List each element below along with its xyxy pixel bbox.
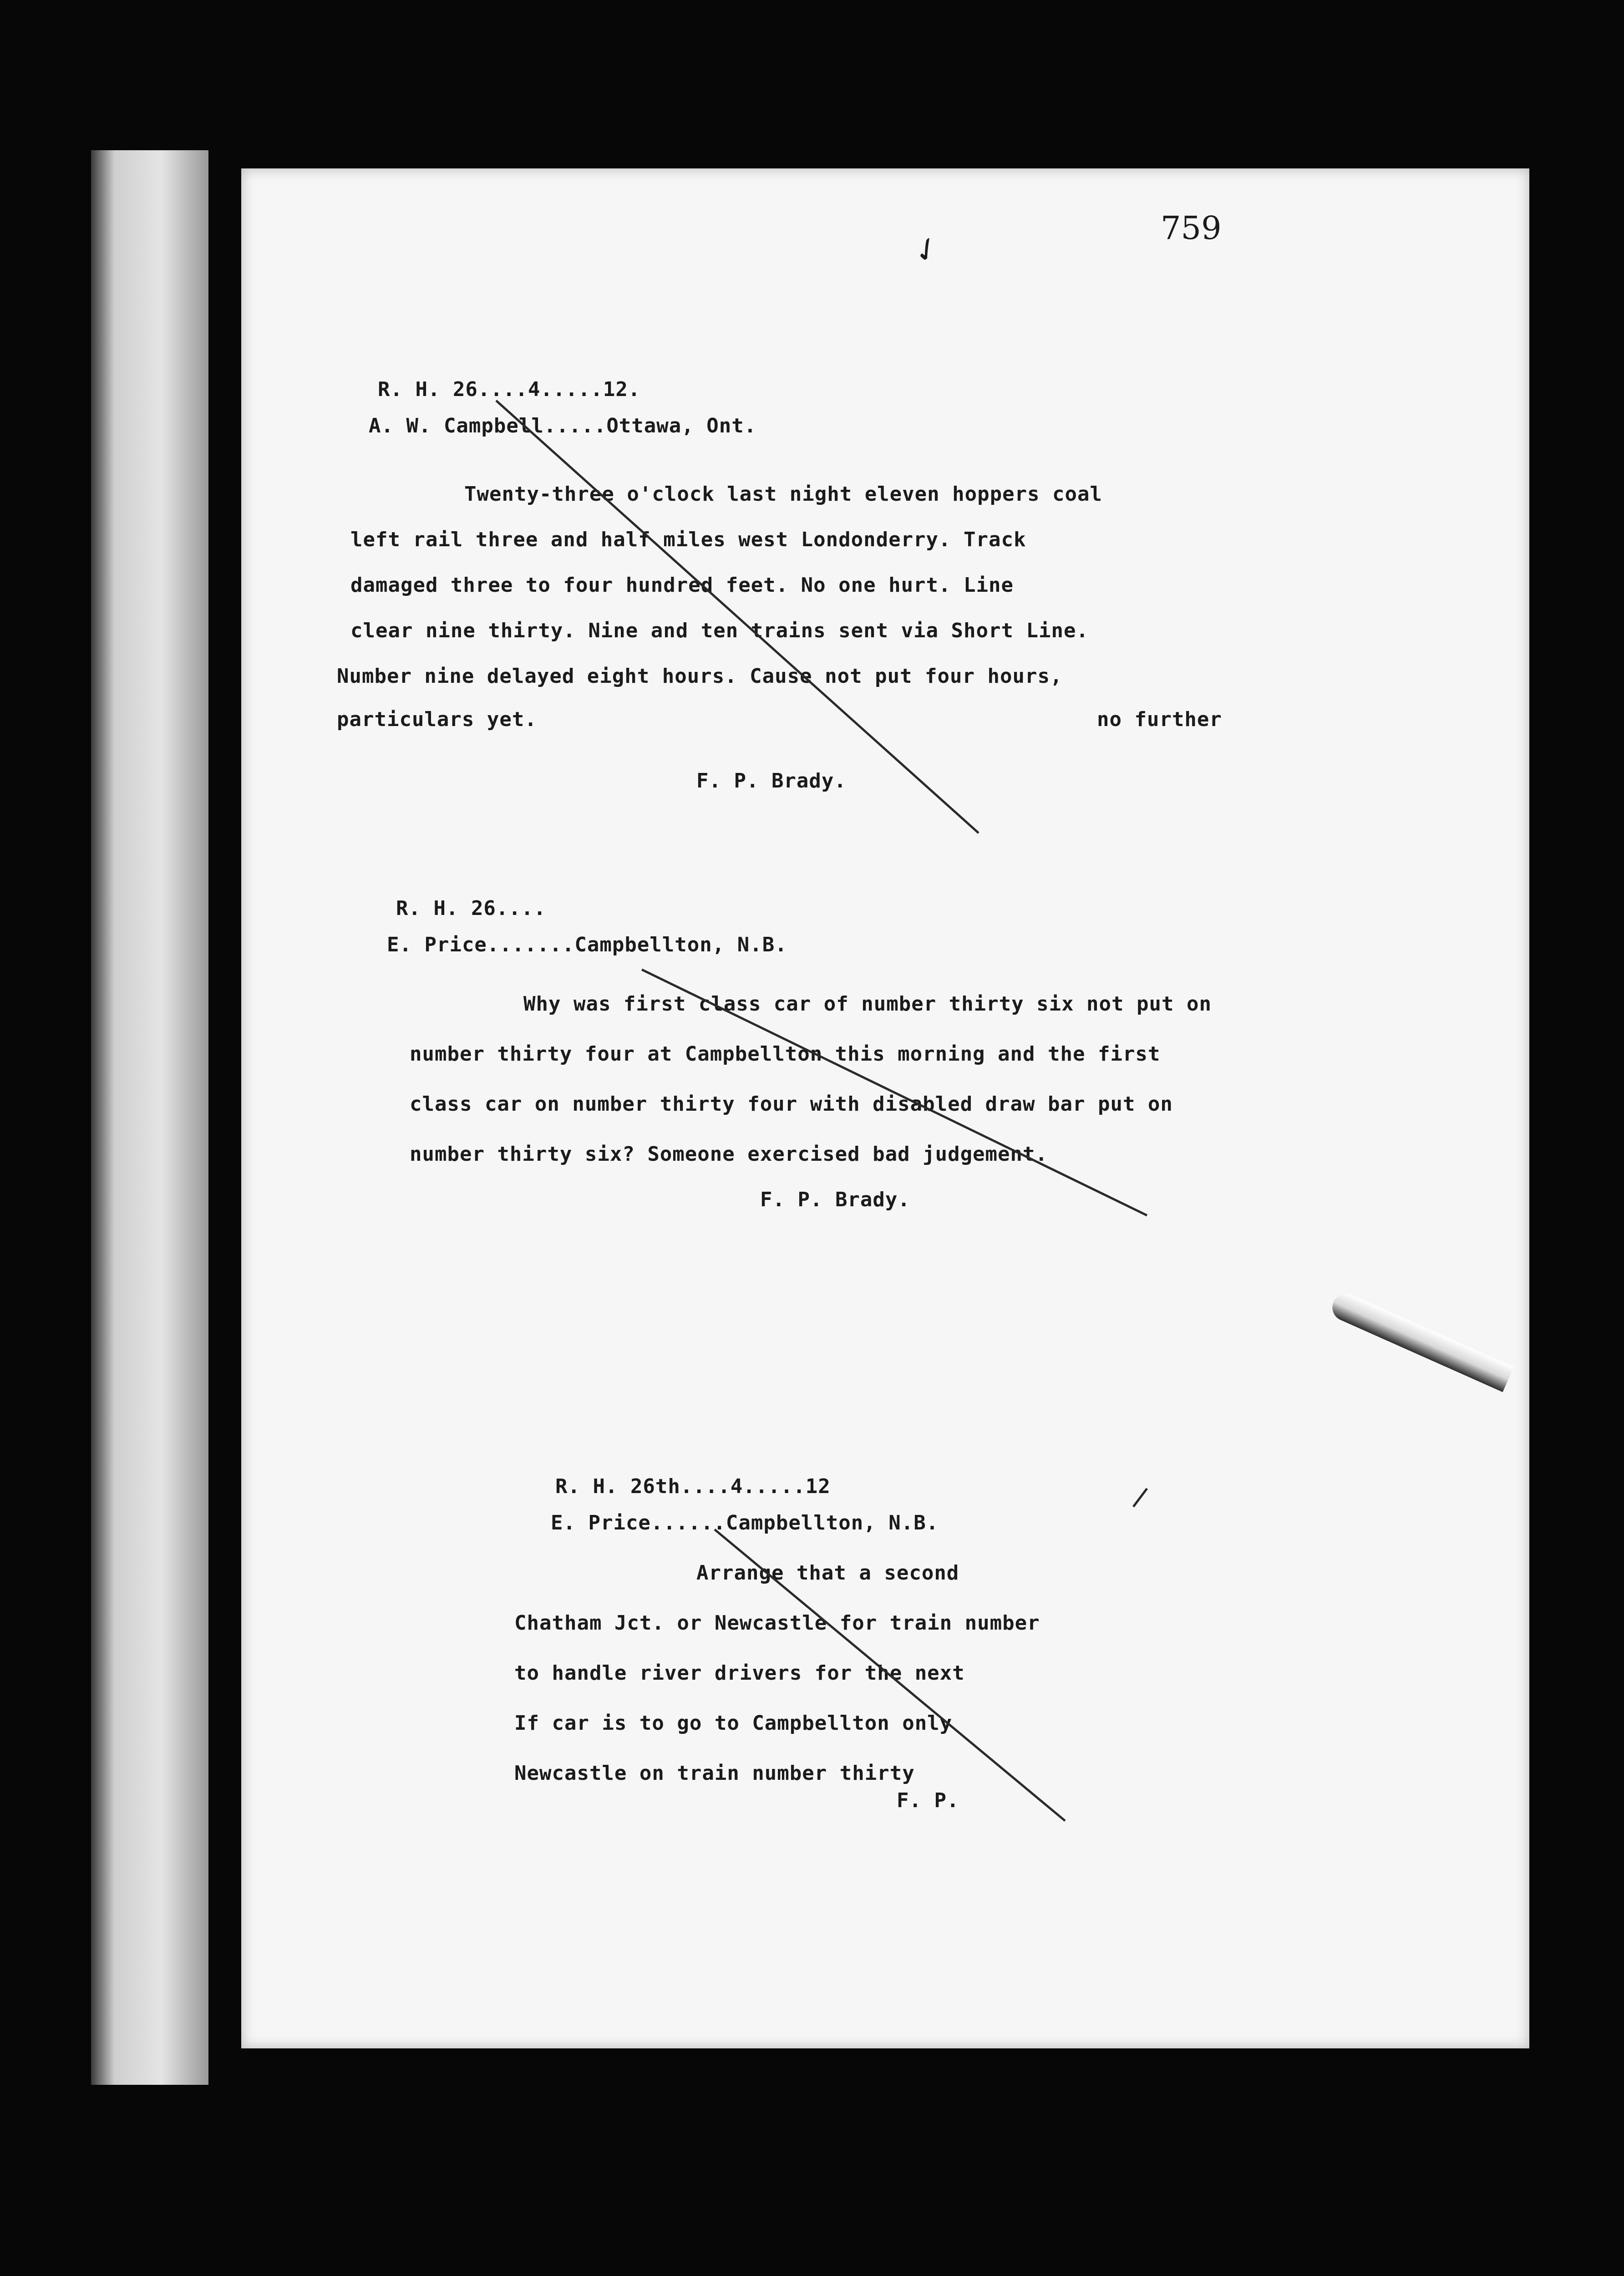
telegram-2-line-3: class car on number thirty four with disabled draw bar put on xyxy=(410,1092,1173,1116)
telegram-1-line-1: Twenty-three o'clock last night eleven hoppers coal xyxy=(464,483,1103,506)
telegram-2-line-2: number thirty four at Campbellton this morning and the first xyxy=(410,1042,1161,1066)
telegram-3-signature: F. P. xyxy=(897,1789,959,1812)
pencil-strike-marks xyxy=(241,168,1529,2048)
telegram-3-addressee: E. Price......Campbellton, N.B. xyxy=(551,1511,939,1534)
telegram-1-line-5: Number nine delayed eight hours. Cause not put four hours, xyxy=(337,665,1063,688)
page-number: 759 xyxy=(1161,209,1222,247)
telegram-2-signature: F. P. Brady. xyxy=(760,1188,910,1211)
telegram-3-header: R. H. 26th....4.....12 xyxy=(555,1475,831,1498)
telegram-2-line-1: Why was first class car of number thirty six not put on xyxy=(523,992,1212,1016)
check-mark: ✓ xyxy=(906,224,947,273)
telegram-3-line-2: Chatham Jct. or Newcastle for train number xyxy=(514,1611,1040,1635)
telegram-3-line-1: Arrange that a second xyxy=(696,1561,959,1585)
telegram-2-header: R. H. 26.... xyxy=(396,897,546,920)
telegram-3-line-3: to handle river drivers for the next xyxy=(514,1661,965,1685)
telegram-1-line-3: damaged three to four hundred feet. No one hurt. Line xyxy=(350,574,1014,597)
telegram-1-addressee: A. W. Campbell.....Ottawa, Ont. xyxy=(369,414,757,437)
telegram-1-header: R. H. 26....4.....12. xyxy=(378,378,641,401)
telegram-2-line-4: number thirty six? Someone exercised bad judgement. xyxy=(410,1143,1048,1166)
telegram-1-line-2: left rail three and half miles west Londonderry. Track xyxy=(350,528,1026,551)
telegram-3-line-4: If car is to go to Campbellton only xyxy=(514,1712,953,1735)
telegram-1-signature: F. P. Brady. xyxy=(696,769,847,793)
telegram-1-line-7: particulars yet. xyxy=(337,708,537,731)
telegram-page xyxy=(241,168,1529,2048)
tick-mark xyxy=(1133,1489,1147,1507)
telegram-1-line-6: no further xyxy=(1097,708,1222,731)
strike-line-1 xyxy=(496,401,979,833)
strike-line-2 xyxy=(642,970,1147,1215)
strike-line-3 xyxy=(715,1529,1065,1821)
telegram-1-line-4: clear nine thirty. Nine and ten trains sent via Short Line. xyxy=(350,619,1089,642)
telegram-2-addressee: E. Price.......Campbellton, N.B. xyxy=(387,933,787,956)
bound-page-edge xyxy=(91,150,208,2085)
telegram-3-line-5: Newcastle on train number thirty xyxy=(514,1762,915,1785)
